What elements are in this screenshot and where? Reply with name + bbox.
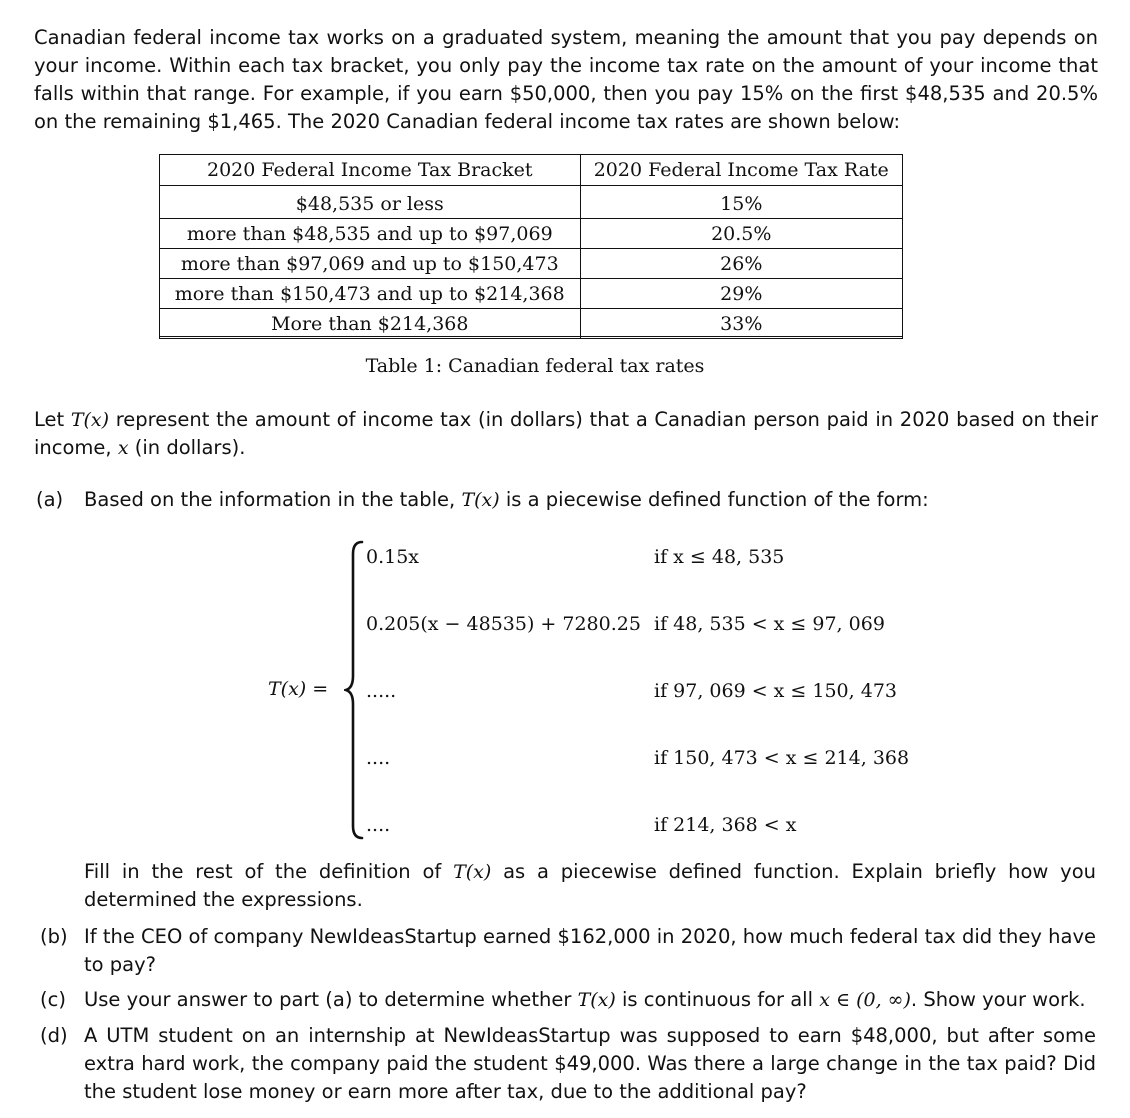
part-c-label: (c) xyxy=(40,988,66,1011)
let-middle: represent the amount of income tax (in dollars) that a Canadian person paid in 2020 based on their income, xyxy=(34,408,1098,459)
fill-func: T(x) xyxy=(453,861,492,883)
piece-cond: if x ≤ 48, 535 xyxy=(654,546,785,568)
part-b xyxy=(40,923,1096,979)
table-row xyxy=(160,279,903,309)
bracket-cell: $48,535 or less xyxy=(160,186,581,219)
fill-prefix: Fill in the rest of the definition of xyxy=(84,860,454,883)
bracket-cell: More than $214,368 xyxy=(160,309,581,339)
piece-cond: if 150, 473 < x ≤ 214, 368 xyxy=(654,747,910,769)
table-row xyxy=(160,186,903,219)
part-b-text: If the CEO of company NewIdeasStartup earned $162,000 in 2020, how much federal tax did they have to pay? xyxy=(84,925,1096,976)
fill-suffix: as a piecewise defined function. Explain briefly how you determined the expressions. xyxy=(84,860,1096,911)
rate-cell: 33% xyxy=(580,309,902,339)
tax-rate-table xyxy=(159,154,903,339)
table-header-bracket: 2020 Federal Income Tax Bracket xyxy=(160,155,581,186)
table-bottom-rule xyxy=(159,336,903,337)
part-a-label: (a) xyxy=(36,488,64,511)
rate-cell: 15% xyxy=(580,186,902,219)
piecewise-lhs: T(x) = xyxy=(268,678,329,700)
piece-cond: if 48, 535 < x ≤ 97, 069 xyxy=(654,613,885,635)
part-c-domain: x ∈ (0, ∞) xyxy=(819,989,911,1011)
table-row xyxy=(160,219,903,249)
definition-paragraph xyxy=(34,406,1098,462)
part-c xyxy=(40,986,1096,1014)
problem-number xyxy=(6,24,34,52)
rate-cell: 29% xyxy=(580,279,902,309)
part-a-intro xyxy=(36,486,1096,514)
let-var: x xyxy=(117,437,129,459)
table-row xyxy=(160,249,903,279)
part-c-text xyxy=(84,986,1096,1014)
part-d xyxy=(40,1022,1096,1106)
table-row xyxy=(160,309,903,339)
bracket-cell: more than $97,069 and up to $150,473 xyxy=(160,249,581,279)
part-c-middle: is continuous for all xyxy=(615,988,820,1011)
part-a-instructions xyxy=(84,858,1096,914)
problem-intro xyxy=(6,24,1098,136)
part-d-label: (d) xyxy=(40,1024,68,1047)
part-a-func: T(x) xyxy=(461,489,500,511)
piece-expr: ..... xyxy=(366,680,397,702)
table-caption: Table 1: Canadian federal tax rates xyxy=(365,355,705,377)
bracket-cell: more than $48,535 and up to $97,069 xyxy=(160,219,581,249)
bracket-cell: more than $150,473 and up to $214,368 xyxy=(160,279,581,309)
let-suffix: (in dollars). xyxy=(128,436,246,459)
part-a-suffix: is a piecewise defined function of the form: xyxy=(499,488,929,511)
part-c-suffix: . Show your work. xyxy=(910,988,1086,1011)
piece-cond: if 97, 069 < x ≤ 150, 473 xyxy=(654,680,897,702)
let-func: T(x) xyxy=(70,409,110,431)
rate-cell: 26% xyxy=(580,249,902,279)
piece-expr: 0.205(x − 48535) + 7280.25 xyxy=(366,613,641,635)
let-prefix: Let xyxy=(34,408,71,431)
piece-expr: 0.15x xyxy=(366,546,420,568)
part-d-text: A UTM student on an internship at NewIdeasStartup was supposed to earn $48,000, but after some extra hard work, the company paid the student $49,000. Was there a large change in the tax paid? Did the student lose money or earn more after tax, due to the additional pay? xyxy=(84,1024,1096,1103)
part-b-label: (b) xyxy=(40,925,68,948)
table-header-rate: 2020 Federal Income Tax Rate xyxy=(580,155,902,186)
piece-expr: .... xyxy=(366,814,391,836)
piece-expr: .... xyxy=(366,747,391,769)
piece-cond: if 214, 368 < x xyxy=(654,814,797,836)
intro-text: Canadian federal income tax works on a graduated system, meaning the amount that you pay depends on your income. Within each tax bracket, you only pay the income tax rate on the amount of your income that falls within that range. For example, if you earn $50,000, then you pay 15% on the first $48,535 and 20.5% on the remaining $1,465. The 2020 Canadian federal income tax rates are shown below: xyxy=(34,26,1098,133)
part-a-prefix: Based on the information in the table, xyxy=(84,488,462,511)
left-brace-icon xyxy=(344,540,368,840)
rate-cell: 20.5% xyxy=(580,219,902,249)
part-c-func: T(x) xyxy=(577,989,616,1011)
part-c-prefix: Use your answer to part (a) to determine whether xyxy=(84,988,578,1011)
